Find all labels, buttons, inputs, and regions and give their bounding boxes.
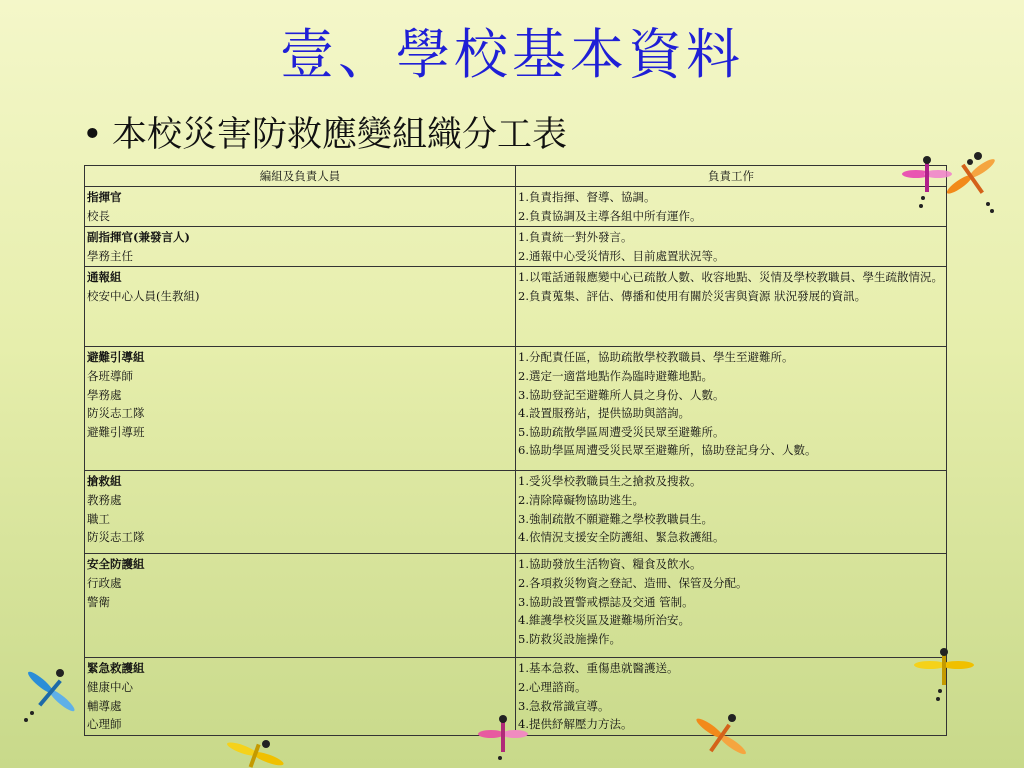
group-cell [85,471,516,554]
member: 校安中心人員(生教組) [87,288,200,303]
group-cell [85,227,516,267]
group-name: 指揮官 [87,190,122,204]
member: 學務處 [87,387,122,402]
bullet-marker: • [82,115,103,155]
member: 教務處 [87,492,122,507]
group-cell [85,267,516,347]
duty: 2.清除障礙物協助逃生。 [518,492,644,507]
duties-cell [516,347,947,471]
group-name: 緊急救護組 [87,661,145,676]
duty: 3.急救常識宣導。 [518,698,610,713]
duty: 2.各項救災物資之登記、造冊、保管及分配。 [518,575,748,590]
duty: 1.基本急救、重傷患就醫護送。 [518,661,679,676]
member: 警衛 [87,594,110,609]
duty: 2.負責蒐集、評估、傳播和使用有關於災害與資源 狀況發展的資訊。 [518,288,867,303]
member: 校長 [87,208,110,223]
duty-table [84,165,947,736]
group-cell [85,554,516,658]
table-row [85,267,947,347]
duties-cell [516,267,947,347]
group-cell [85,658,516,735]
duty: 5.防救災設施操作。 [518,631,621,646]
duty: 3.協助登記至避難所人員之身份、人數。 [518,387,725,402]
member: 避難引導班 [87,424,145,439]
duty: 2.通報中心受災情形、目前處置狀況等。 [518,248,725,263]
duty: 3.協助設置警戒標誌及交通 管制。 [518,594,694,609]
duty: 4.提供紓解壓力方法。 [518,717,633,732]
member: 輔導處 [87,698,122,713]
dragonfly-icon [944,148,1000,218]
duties-cell [516,227,947,267]
table-row [85,554,947,658]
header-duties: 負責工作 [516,166,947,187]
table-row [85,187,947,227]
member: 健康中心 [87,679,133,694]
dragonfly-icon [226,736,286,768]
duty: 2.負責協調及主導各組中所有運作。 [518,208,702,223]
duty: 3.強制疏散不願避難之學校教職員生。 [518,511,713,526]
member: 心理師 [87,717,122,732]
member: 防災志工隊 [87,406,145,421]
duty: 1.受災學校教職員生之搶救及搜救。 [518,474,702,489]
member: 各班導師 [87,368,133,383]
header-group: 編組及負責人員 [85,166,516,187]
duties-cell [516,187,947,227]
table-row [85,471,947,554]
duty: 5.協助疏散學區周遭受災民眾至避難所。 [518,424,725,439]
group-name: 避難引導組 [87,350,145,365]
table-header-row [85,166,947,187]
duties-cell [516,471,947,554]
duty: 1.分配責任區，協助疏散學校教職員、學生至避難所。 [518,350,794,365]
member: 防災志工隊 [87,530,145,545]
table-row [85,227,947,267]
slide-title: 壹、學校基本資料 [280,23,744,86]
duty: 1.以電話通報應變中心已疏散人數、收容地點、災情及學校教職員、學生疏散情況。 [518,270,943,285]
group-cell [85,347,516,471]
duty: 2.選定一適當地點作為臨時避難地點。 [518,368,713,383]
duty: 4.設置服務站，提供協助與諮詢。 [518,406,690,421]
group-name: 搶救組 [87,474,122,489]
member: 職工 [87,511,110,526]
group-name: 安全防護組 [87,557,145,572]
dragonfly-icon [20,665,80,725]
group-name: 通報組 [87,270,122,285]
member: 學務主任 [87,248,133,263]
duty: 1.負責統一對外發言。 [518,230,633,245]
duties-cell [516,554,947,658]
bullet-heading [82,115,568,155]
duty: 2.心理諮商。 [518,679,587,694]
group-name: 副指揮官(兼發言人) [87,230,190,245]
dragonfly-icon [690,708,750,768]
duty: 1.協助發放生活物資、糧食及飲水。 [518,557,702,572]
duty: 4.維護學校災區及避難場所治安。 [518,613,690,628]
group-cell [85,187,516,227]
duty: 6.協助學區周遭受災民眾至避難所，協助登記身分、人數。 [518,443,817,458]
dragonfly-icon [478,712,528,768]
table-row [85,347,947,471]
duty: 4.依情況支援安全防護組、緊急救護組。 [518,530,725,545]
dragonfly-icon [914,645,974,705]
duty: 1.負責指揮、督導、協調。 [518,190,656,204]
bullet-text: 本校災害防救應變組織分工表 [112,115,568,155]
member: 行政處 [87,575,122,590]
